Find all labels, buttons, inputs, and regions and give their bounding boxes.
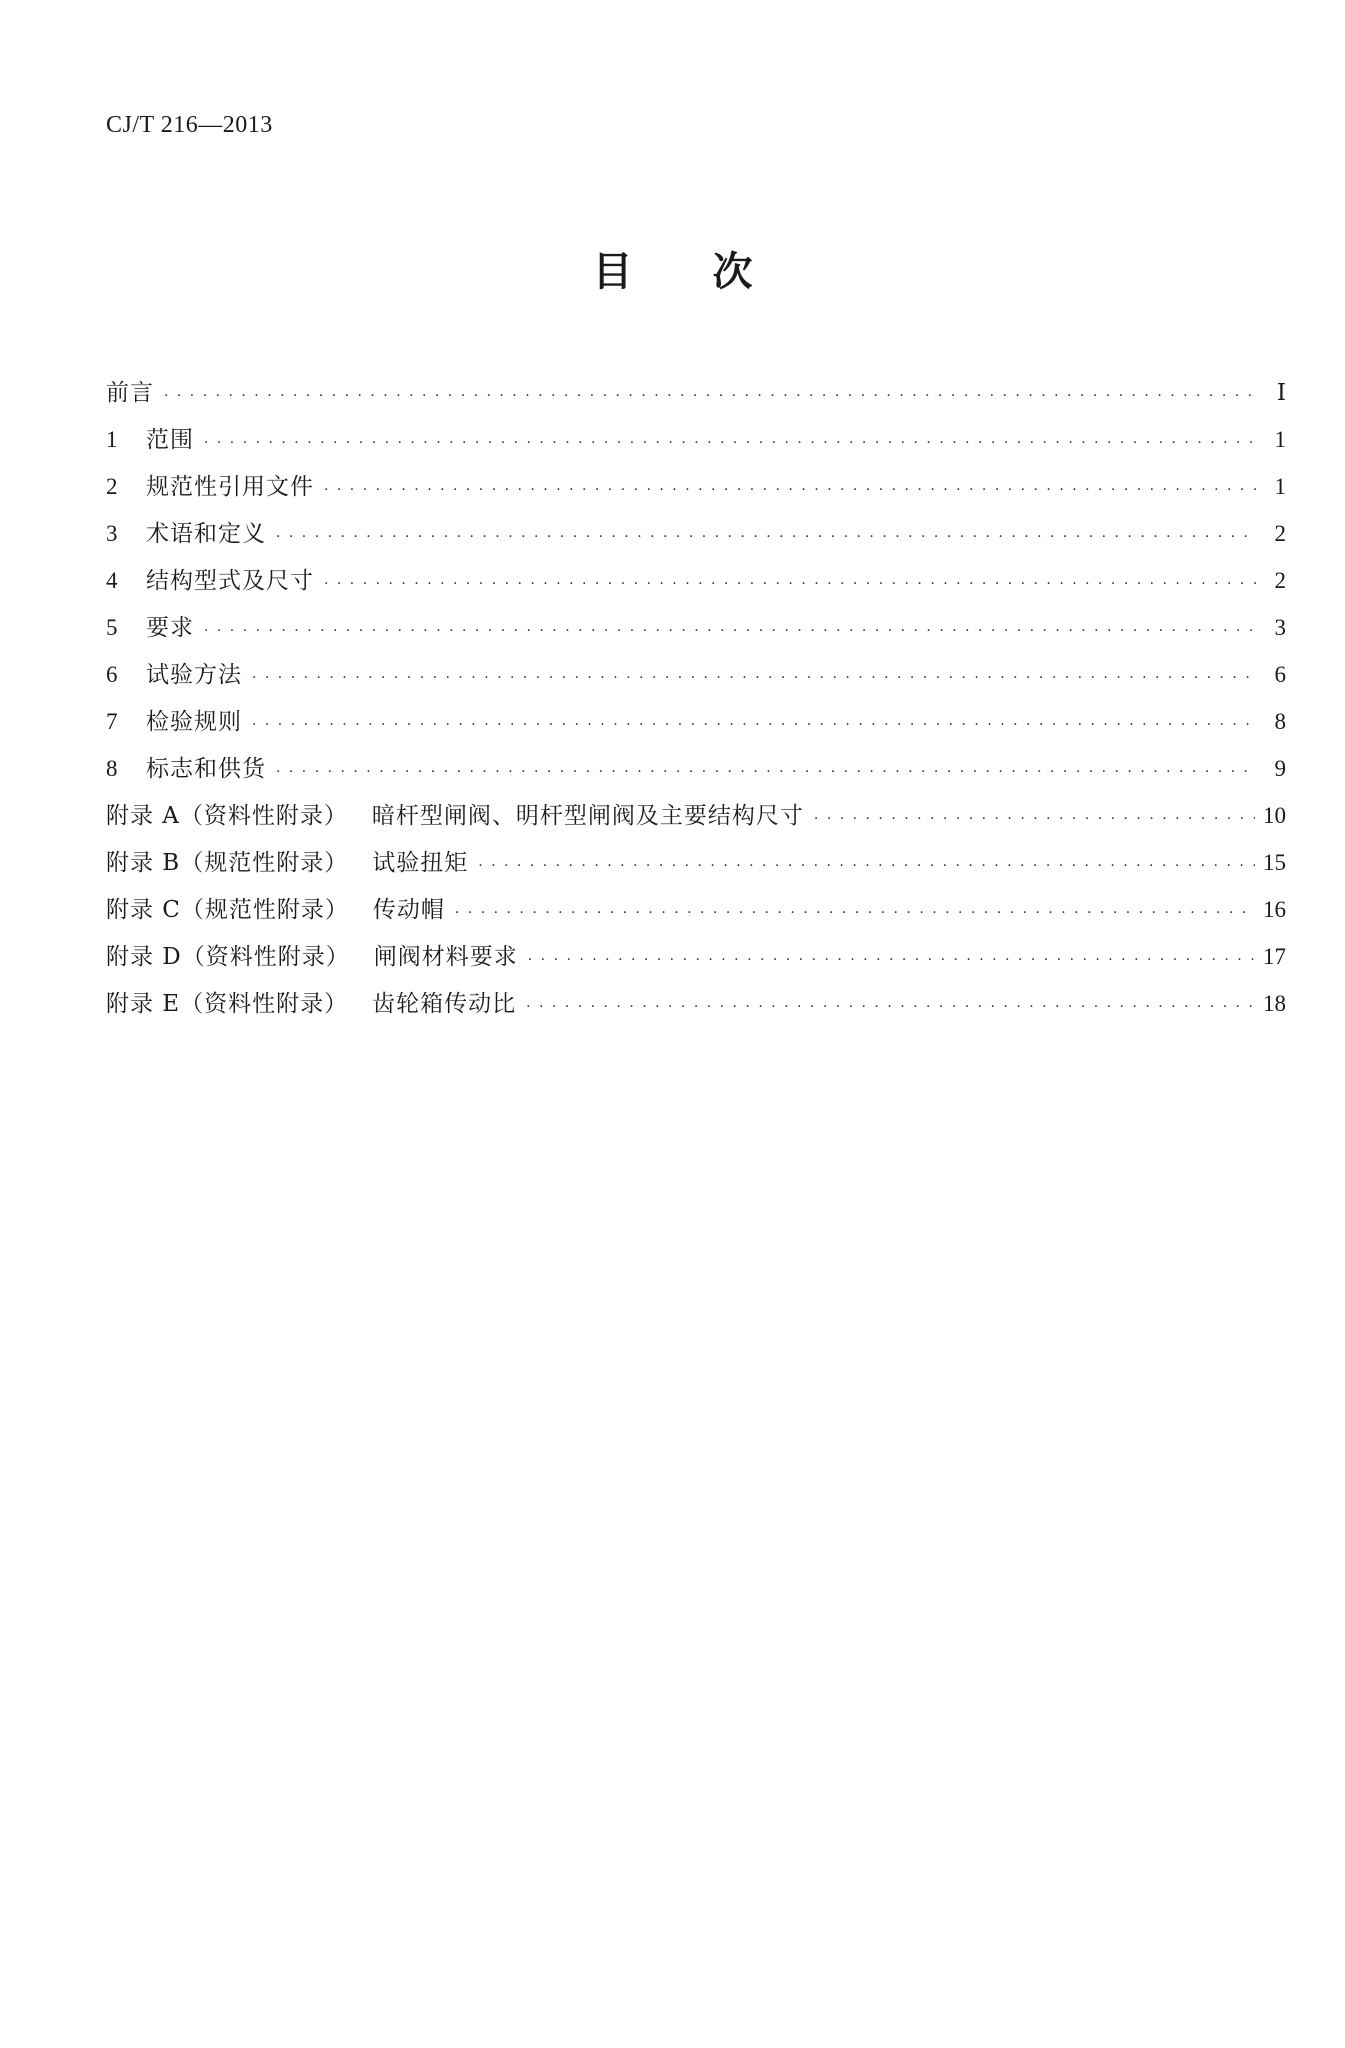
toc-entry-page: Ⅰ	[1276, 380, 1286, 405]
toc-entry-page: 8	[1274, 709, 1286, 734]
toc-entry-3[interactable]	[106, 510, 1286, 557]
toc-entry-page: 2	[1274, 568, 1286, 593]
toc-entry-2[interactable]	[106, 463, 1286, 510]
toc-entry-page: 3	[1274, 615, 1286, 640]
toc-entry-appendix-c[interactable]	[106, 886, 1286, 933]
toc-entry-5[interactable]	[106, 604, 1286, 651]
toc-entry-label: 试验扭矩	[372, 850, 469, 876]
toc-entry-number: 3	[106, 521, 118, 546]
toc-entry-number: 4	[106, 568, 118, 593]
dot-leader	[455, 890, 1255, 937]
toc-appendix-prefix: 附录 D（资料性附录）	[106, 944, 350, 970]
toc-entry-page: 9	[1274, 756, 1286, 781]
toc-entry-label: 暗杆型闸阀、明杆型闸阀及主要结构尺寸	[371, 803, 804, 829]
dot-leader	[324, 467, 1256, 514]
toc-entry-label: 结构型式及尺寸	[146, 568, 314, 594]
toc-entry-appendix-d[interactable]	[106, 933, 1286, 980]
toc-entry-preface[interactable]	[106, 369, 1286, 416]
toc-entry-page: 1	[1274, 427, 1286, 452]
toc-entry-page: 10	[1263, 803, 1286, 828]
dot-leader	[526, 984, 1255, 1031]
toc-entry-label: 标志和供货	[146, 756, 266, 782]
dot-leader	[528, 937, 1255, 984]
toc-entry-label: 齿轮箱传动比	[372, 991, 517, 1017]
dot-leader	[276, 514, 1256, 561]
toc-entry-page: 2	[1274, 521, 1286, 546]
toc-entry-label: 要求	[146, 615, 194, 641]
toc-appendix-prefix: 附录 B（规范性附录）	[106, 850, 349, 876]
toc-entry-1[interactable]	[106, 416, 1286, 463]
toc-entry-6[interactable]	[106, 651, 1286, 698]
dot-leader	[204, 608, 1256, 655]
toc-title: 目次	[592, 249, 833, 295]
toc-appendix-prefix: 附录 A（资料性附录）	[106, 803, 348, 829]
toc-entry-page: 15	[1263, 850, 1286, 875]
toc-entry-page: 17	[1263, 944, 1286, 969]
dot-leader	[276, 749, 1256, 796]
dot-leader	[324, 561, 1256, 608]
toc-entry-label: 规范性引用文件	[146, 474, 314, 500]
dot-leader	[814, 796, 1255, 843]
toc-entry-label: 闸阀材料要求	[373, 944, 518, 970]
toc-entry-label: 范围	[146, 427, 194, 453]
dot-leader	[252, 655, 1256, 702]
toc-entry-page: 18	[1263, 991, 1286, 1016]
dot-leader	[164, 373, 1256, 420]
toc-entry-number: 2	[106, 474, 118, 499]
toc-entry-number: 6	[106, 662, 118, 687]
toc-entry-7[interactable]	[106, 698, 1286, 745]
toc-entry-page: 1	[1274, 474, 1286, 499]
toc-appendix-prefix: 附录 C（规范性附录）	[106, 897, 349, 923]
toc-entry-appendix-a[interactable]	[106, 792, 1286, 839]
dot-leader	[478, 843, 1255, 890]
toc-entry-label: 术语和定义	[146, 521, 266, 547]
toc-appendix-prefix: 附录 E（资料性附录）	[106, 991, 349, 1017]
toc-entry-number: 7	[106, 709, 118, 734]
toc-entry-8[interactable]	[106, 745, 1286, 792]
toc-entry-page: 6	[1274, 662, 1286, 687]
toc-entry-appendix-e[interactable]	[106, 980, 1286, 1027]
toc-entry-label: 前言	[106, 380, 154, 406]
toc-entry-label: 试验方法	[146, 662, 242, 688]
toc-entry-number: 1	[106, 427, 118, 452]
dot-leader	[204, 420, 1256, 467]
toc-entry-page: 16	[1263, 897, 1286, 922]
standard-code: CJ/T 216—2013	[106, 112, 273, 138]
toc-entry-number: 5	[106, 615, 118, 640]
toc-entry-number: 8	[106, 756, 118, 781]
toc-entry-label: 传动帽	[372, 897, 445, 923]
toc-entry-appendix-b[interactable]	[106, 839, 1286, 886]
dot-leader	[252, 702, 1256, 749]
toc-entry-label: 检验规则	[146, 709, 242, 735]
toc-entry-4[interactable]	[106, 557, 1286, 604]
toc-list	[106, 369, 1286, 1027]
